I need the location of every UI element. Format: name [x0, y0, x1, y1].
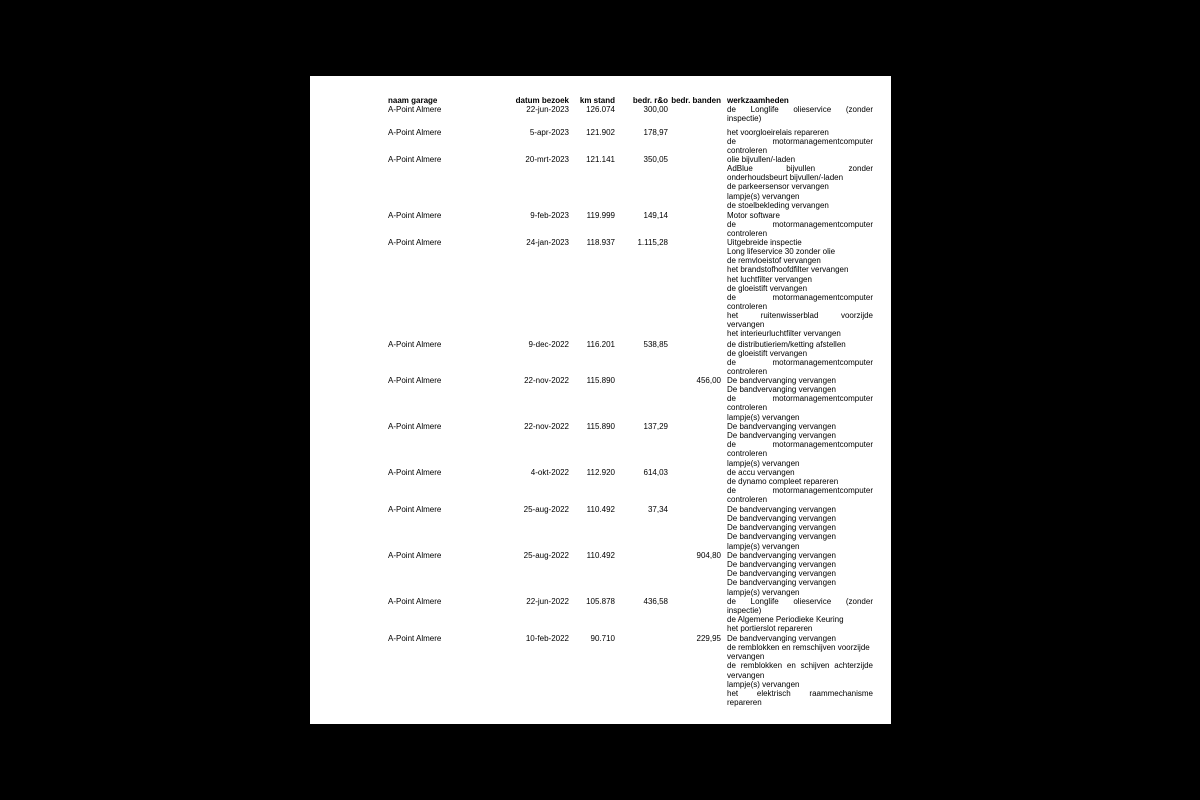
cell-work — [727, 597, 873, 634]
work-line: het elektrisch raammechanisme — [727, 688, 873, 698]
work-line: de dynamo compleet repareren — [727, 477, 839, 487]
cell-garage: A-Point Almere — [388, 105, 442, 114]
work-line: het portierslot repareren — [727, 624, 813, 634]
work-line: de motormanagementcomputer — [727, 292, 873, 302]
cell-km: 121.902 — [586, 128, 615, 137]
header-date: datum bezoek — [515, 96, 569, 105]
cell-date: 25-aug-2022 — [523, 551, 569, 560]
work-line: Motor software — [727, 211, 780, 220]
work-line: De bandvervanging vervangen — [727, 551, 836, 560]
document-page — [310, 76, 891, 724]
cell-ro: 350,05 — [643, 155, 668, 164]
work-line: het luchtfilter vervangen — [727, 274, 812, 284]
work-line: de motormanagementcomputer — [727, 394, 873, 404]
cell-km: 112.920 — [586, 468, 615, 477]
work-line: de accu vervangen — [727, 468, 795, 477]
work-line: lampje(s) vervangen — [727, 587, 800, 597]
work-line: de parkeersensor vervangen — [727, 182, 829, 192]
cell-km: 115.890 — [586, 376, 615, 385]
work-line: olie bijvullen/-laden — [727, 155, 796, 164]
work-line: vervangen — [727, 670, 765, 680]
cell-work — [727, 340, 873, 377]
work-line: De bandvervanging vervangen — [727, 560, 836, 570]
work-line: controleren — [727, 495, 768, 505]
work-line: controleren — [727, 449, 768, 459]
cell-km: 105.878 — [586, 597, 615, 606]
work-line: lampje(s) vervangen — [727, 412, 800, 422]
work-line: de gloeistift vervangen — [727, 283, 808, 293]
cell-ro: 178,97 — [643, 128, 668, 137]
work-line: onderhoudsbeurt bijvullen/-laden — [727, 173, 844, 183]
cell-garage: A-Point Almere — [388, 634, 442, 643]
work-line: het ruitenwisserblad voorzijde — [727, 311, 873, 321]
cell-garage: A-Point Almere — [388, 422, 442, 431]
cell-work — [727, 211, 873, 238]
cell-work — [727, 376, 873, 422]
cell-work — [727, 551, 873, 597]
cell-ro: 614,03 — [643, 468, 668, 477]
cell-work — [727, 105, 873, 123]
cell-garage: A-Point Almere — [388, 505, 442, 514]
work-line: vervangen — [727, 320, 765, 330]
work-line: controleren — [727, 301, 768, 311]
work-line: de stoelbekleding vervangen — [727, 200, 829, 210]
cell-date: 24-jan-2023 — [526, 238, 569, 247]
work-line: de remblokken en schijven achterzijde — [727, 661, 873, 671]
work-line: de distributieriem/ketting afstellen — [727, 340, 846, 349]
cell-garage: A-Point Almere — [388, 597, 442, 606]
work-line: het interieurluchtfilter vervangen — [727, 329, 841, 339]
cell-date: 4-okt-2022 — [530, 468, 569, 477]
cell-garage: A-Point Almere — [388, 155, 442, 164]
work-line: inspectie) — [727, 114, 762, 124]
cell-garage: A-Point Almere — [388, 211, 442, 220]
header-ro: bedr. r&o — [632, 96, 668, 105]
cell-garage: A-Point Almere — [388, 376, 442, 385]
cell-banden: 904,80 — [696, 551, 721, 560]
work-line: De bandvervanging vervangen — [727, 431, 836, 441]
work-line: De bandvervanging vervangen — [727, 376, 836, 385]
cell-banden: 456,00 — [696, 376, 721, 385]
work-line: de motormanagementcomputer — [727, 440, 873, 450]
work-line: inspectie) — [727, 606, 762, 616]
cell-km: 110.492 — [586, 505, 615, 514]
work-line: de remblokken en remschijven voorzijde — [727, 643, 870, 653]
work-line: lampje(s) vervangen — [727, 679, 800, 689]
cell-ro: 137,29 — [643, 422, 668, 431]
cell-date: 9-dec-2022 — [528, 340, 569, 349]
cell-date: 22-jun-2022 — [526, 597, 569, 606]
work-line: de Longlife olieservice (zonder — [727, 105, 873, 114]
cell-date: 5-apr-2023 — [529, 128, 569, 137]
header-work: werkzaamheden — [727, 96, 789, 105]
cell-garage: A-Point Almere — [388, 128, 442, 137]
cell-garage: A-Point Almere — [388, 468, 442, 477]
work-line: het brandstofhoofdfilter vervangen — [727, 265, 849, 275]
cell-km: 115.890 — [586, 422, 615, 431]
cell-garage: A-Point Almere — [388, 551, 442, 560]
cell-km: 116.201 — [586, 340, 615, 349]
work-line: de remvloeistof vervangen — [727, 256, 821, 266]
work-line: controleren — [727, 403, 768, 413]
cell-banden: 229,95 — [696, 634, 721, 643]
cell-date: 9-feb-2023 — [530, 211, 569, 220]
cell-date: 10-feb-2022 — [525, 634, 569, 643]
work-line: lampje(s) vervangen — [727, 191, 800, 201]
cell-garage: A-Point Almere — [388, 238, 442, 247]
cell-km: 119.999 — [586, 211, 615, 220]
work-line: het voorgloeirelais repareren — [727, 128, 829, 137]
cell-ro: 1.115,28 — [637, 238, 668, 247]
work-line: controleren — [727, 367, 768, 377]
header-garage: naam garage — [388, 96, 438, 105]
cell-work — [727, 128, 873, 155]
cell-ro: 37,34 — [647, 505, 668, 514]
cell-ro: 300,00 — [643, 105, 668, 114]
cell-garage: A-Point Almere — [388, 340, 442, 349]
cell-date: 22-nov-2022 — [524, 376, 569, 385]
work-line: lampje(s) vervangen — [727, 541, 800, 551]
work-line: De bandvervanging vervangen — [727, 514, 836, 524]
cell-km: 121.141 — [586, 155, 615, 164]
cell-date: 25-aug-2022 — [523, 505, 569, 514]
work-line: De bandvervanging vervangen — [727, 422, 836, 431]
work-line: repareren — [727, 697, 762, 707]
work-line: De bandvervanging vervangen — [727, 523, 836, 533]
header-banden: bedr. banden — [671, 96, 721, 105]
cell-work — [727, 634, 873, 707]
work-line: controleren — [727, 146, 768, 156]
work-line: de motormanagementcomputer — [727, 358, 873, 368]
work-line: de motormanagementcomputer — [727, 486, 873, 496]
work-line: lampje(s) vervangen — [727, 458, 800, 468]
work-line: de motormanagementcomputer — [727, 137, 873, 147]
work-line: de gloeistift vervangen — [727, 349, 808, 359]
work-line: controleren — [727, 229, 768, 239]
header-km: km stand — [579, 96, 615, 105]
work-line: De bandvervanging vervangen — [727, 569, 836, 579]
work-line: Long lifeservice 30 zonder olie — [727, 247, 836, 257]
work-line: de Longlife olieservice (zonder — [727, 597, 873, 606]
cell-km: 118.937 — [586, 238, 615, 247]
cell-work — [727, 238, 873, 339]
work-line: vervangen — [727, 652, 765, 662]
cell-work — [727, 468, 873, 505]
work-line: De bandvervanging vervangen — [727, 532, 836, 542]
work-line: de Algemene Periodieke Keuring — [727, 615, 844, 625]
work-line: AdBlue bijvullen zonder — [727, 164, 873, 174]
cell-km: 90.710 — [590, 634, 615, 643]
cell-km: 110.492 — [586, 551, 615, 560]
cell-work — [727, 505, 873, 551]
cell-date: 22-nov-2022 — [524, 422, 569, 431]
cell-date: 22-jun-2023 — [526, 105, 569, 114]
cell-ro: 538,85 — [643, 340, 668, 349]
work-line: De bandvervanging vervangen — [727, 505, 836, 514]
cell-work — [727, 422, 873, 468]
cell-km: 126.074 — [586, 105, 615, 114]
work-line: Uitgebreide inspectie — [727, 238, 802, 247]
work-line: De bandvervanging vervangen — [727, 634, 836, 643]
work-line: de motormanagementcomputer — [727, 220, 873, 230]
cell-work — [727, 155, 873, 210]
work-line: De bandvervanging vervangen — [727, 578, 836, 588]
work-line: De bandvervanging vervangen — [727, 385, 836, 395]
cell-ro: 436,58 — [643, 597, 668, 606]
cell-date: 20-mrt-2023 — [525, 155, 569, 164]
cell-ro: 149,14 — [643, 211, 668, 220]
